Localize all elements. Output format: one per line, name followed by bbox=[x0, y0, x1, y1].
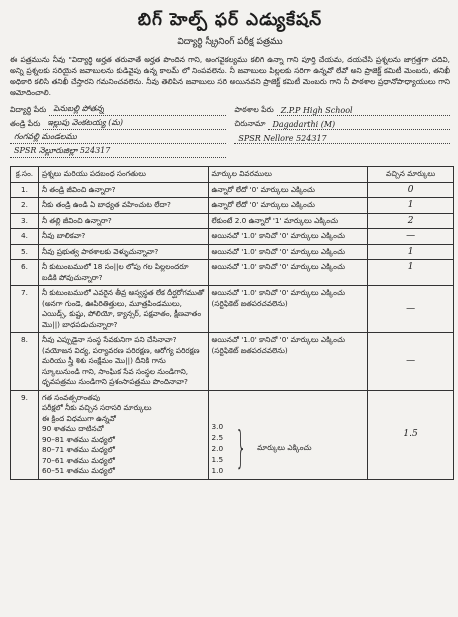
score-value-list bbox=[212, 421, 224, 476]
student-name-value[interactable]: పెనుబల్లి పోతన్న bbox=[49, 104, 225, 116]
form-title: బిగ్ హెల్ప్ ఫర్ ఎడ్యుకేషన్ bbox=[137, 10, 323, 30]
row-number: 6. bbox=[11, 260, 39, 286]
score-value: 3.0 bbox=[211, 421, 224, 431]
q9-line: 90 శాతము దాటినచో bbox=[41, 424, 104, 433]
table-row bbox=[11, 333, 454, 391]
row-question: నీ తండ్రి జీవించి ఉన్నారా? bbox=[38, 182, 208, 198]
row-score[interactable]: — bbox=[368, 229, 454, 245]
district-value[interactable]: SPSR నెల్లూరుజిల్లా 524317 bbox=[10, 146, 226, 158]
q9-line: ఈ క్రింద విధముగా ఉన్నవో bbox=[41, 413, 116, 423]
row-score[interactable]: 2 bbox=[368, 213, 454, 229]
table-row bbox=[11, 286, 454, 333]
row-score[interactable]: — bbox=[368, 286, 454, 333]
q9-line: 80–71 శాతము మధ్యలో bbox=[41, 445, 115, 454]
row-marks: ఉన్నారో లేదో '0' మార్కులు ఎక్కించు bbox=[208, 182, 368, 198]
school-name-label: పాఠశాల పేరు bbox=[234, 105, 274, 114]
table-row bbox=[11, 260, 454, 286]
table-row bbox=[11, 198, 454, 214]
district-row bbox=[10, 144, 226, 158]
q9-line: 60–51 శాతము మధ్యలో bbox=[41, 466, 115, 475]
row-number: 1. bbox=[11, 182, 39, 198]
row-number: 2. bbox=[11, 198, 39, 214]
father-name-value[interactable]: ఇల్లుపు వెంకటయ్య (మ) bbox=[43, 118, 225, 130]
table-row bbox=[11, 182, 454, 198]
table-row bbox=[11, 213, 454, 229]
address-label: చిరునామా bbox=[234, 119, 266, 128]
q9-line: 90–81 శాతము మధ్యలో bbox=[41, 434, 115, 444]
table-row bbox=[11, 229, 454, 245]
score-scale bbox=[212, 421, 365, 476]
row-score[interactable]: 1.5 bbox=[368, 390, 454, 479]
row-score[interactable]: 1 bbox=[368, 198, 454, 214]
score-value: 2.5 bbox=[211, 432, 224, 442]
intro-paragraph: ఈ పత్రమును నీవు "విద్యార్థి అర్హత తరువాతే అర్హత పొందిన గాని, అంగవైకల్యము కలిగి ఉన్నా గాని పూర్తి చేయమ, దయచేసి ప్రశ్నలను జాగ్రత్తగా చదివి, అన్ని ప్రశ్నలకు సరియైన జవాబులను కుడివైపు ఉన్న కాలమ్ లో నింపవలెను. నీ జవాబులు పిల్లలకు సరిగా ఉన్నవో లేవో అని ప్రాజెక్ట్ కమిటీ మెంబరు, తనిఖీ అధికారి కలిసి తనిఖీ చేస్తారని గమనించవలెను. నీవు తెలిపిన జవాబులు సరి అయినవని ప్రాజెక్ట్ కమిటీ మెంబరు గాని నీ పాఠశాల ప్రధానోపాధ్యాయులు గాని ఆమోదించాలి. bbox=[10, 55, 450, 97]
header-question: ప్రశ్నలు మరియు పదబంధ సంగతులు bbox=[38, 167, 208, 183]
student-details-right bbox=[234, 102, 450, 158]
table-row bbox=[11, 244, 454, 260]
father-name-row bbox=[10, 116, 226, 130]
student-name-row bbox=[10, 102, 226, 116]
row-number: 3. bbox=[11, 213, 39, 229]
questions-table bbox=[10, 166, 454, 480]
row-score[interactable]: — bbox=[368, 333, 454, 391]
row-marks: అయినచో '1.0' కానిచో '0' మార్కులు ఎక్కించు (సర్టిఫికెట్ జతపరచవలెను) bbox=[208, 286, 368, 333]
row-score[interactable]: 1 bbox=[368, 260, 454, 286]
form-subtitle: విద్యార్థి స్క్రీనింగ్ పరీక్ష పత్రము bbox=[177, 37, 283, 47]
school-district-value[interactable]: SPSR Nellore 524317 bbox=[234, 134, 450, 144]
school-name-row bbox=[234, 102, 450, 116]
row-number: 4. bbox=[11, 229, 39, 245]
row-number: 9. bbox=[11, 390, 39, 479]
row-question: నీవు ఎప్పుడైనా సంస్థ సేవకునిగా పని చేసినావా? (వయోజన విద్య, పర్యావరణ పరిరక్షణ, ఆరోగ్య పరిరక్షణ మరియు స్త్రీ శిశు సంక్షేమం మొ||) దీనికి గాను స్కూలునుండి గాని, సాంఘిక సేవ సంస్థల నుండిగాని, ధృవపత్రము నుండిగాని ప్రశంసాపత్రము పొందినావా? bbox=[38, 333, 208, 391]
row-number: 5. bbox=[11, 244, 39, 260]
header-score: వచ్చిన మార్కులు bbox=[368, 167, 454, 183]
q9-line: 70–61 శాతము మధ్యలో bbox=[41, 455, 115, 465]
row-score[interactable]: 1 bbox=[368, 244, 454, 260]
row-marks: ఉన్నారో లేదో '0' మార్కులు ఎక్కించు bbox=[208, 198, 368, 214]
row-marks bbox=[208, 390, 368, 479]
score-value: 2.0 bbox=[211, 443, 224, 453]
q9-line: గత సంవత్సరాంతపు bbox=[41, 392, 101, 402]
school-district-row bbox=[234, 130, 450, 144]
score-value: 1.0 bbox=[211, 465, 224, 475]
row-number: 7. bbox=[11, 286, 39, 333]
row-marks-label: మార్కులు ఎక్కించు bbox=[257, 442, 312, 452]
q9-line: పరీక్షలో నీకు వచ్చిన సరాసరి మార్కులు bbox=[41, 403, 152, 412]
address-row bbox=[234, 116, 450, 130]
row-marks: అయినచో '1.0' కానిచో '0' మార్కులు ఎక్కించు bbox=[208, 229, 368, 245]
row-marks: అయినచో '1.0' కానిచో '0' మార్కులు ఎక్కించు bbox=[208, 260, 368, 286]
row-marks: అయినచో '1.0' కానిచో '0' మార్కులు ఎక్కించు (సర్టిఫికెట్ జతపరచవలెను) bbox=[208, 333, 368, 391]
school-name-value[interactable]: Z.P.P High School bbox=[277, 106, 450, 116]
student-name-label: విద్యార్థి పేరు bbox=[10, 105, 47, 114]
row-question: నీ కుటుంబములో 18 సం||ల లోపు గల పిల్లలందరూ బడికి పోవుచున్నారా? bbox=[38, 260, 208, 286]
header-serial: క్ర.సం. bbox=[11, 167, 39, 183]
row-question-lines bbox=[38, 390, 208, 479]
address-value[interactable]: Dagadarthi (M) bbox=[268, 120, 450, 130]
row-score[interactable]: 0 bbox=[368, 182, 454, 198]
row-question: నీవు బాలికవా? bbox=[38, 229, 208, 245]
score-value: 1.5 bbox=[211, 454, 224, 464]
row-question: నీకు తండ్రి ఉండి ఏ బాధ్యత వహించుట లేదా? bbox=[38, 198, 208, 214]
brace-icon: } bbox=[235, 422, 247, 473]
student-details bbox=[10, 102, 450, 158]
table-header-row bbox=[11, 167, 454, 183]
row-question: నీ తల్లి జీవించి ఉన్నారా? bbox=[38, 213, 208, 229]
row-number: 8. bbox=[11, 333, 39, 391]
row-marks: లేకుంటే 2.0 ఉన్నారో '1' మార్కులు ఎక్కించు bbox=[208, 213, 368, 229]
row-marks: అయినచో '1.0' కానిచో '0' మార్కులు ఎక్కించు bbox=[208, 244, 368, 260]
village-row bbox=[10, 130, 226, 144]
father-name-label: తండ్రి పేరు bbox=[10, 119, 41, 128]
student-details-left bbox=[10, 102, 226, 158]
village-value[interactable]: గంగవల్లి మండలము bbox=[10, 132, 226, 144]
row-question: నీవు ప్రభుత్వ పాఠశాలకు వెళ్ళుచున్నావా? bbox=[38, 244, 208, 260]
row-question: నీ కుటుంబములో ఎవరైన తీవ్ర అస్వస్థత లేక దీర్ఘరోగముతో (అనగా గుండె, ఊపిరితిత్తులు, మూత్రపిండములు, ఎయిడ్స్, కుష్టు, పోలియో, క్యాన్సర్, పక్షవాతం, క్షీణవాతం మొ||) బాధపడుచున్నారా? bbox=[38, 286, 208, 333]
table-row bbox=[11, 390, 454, 479]
header-marks-details: మార్కుల వివరములు bbox=[208, 167, 368, 183]
